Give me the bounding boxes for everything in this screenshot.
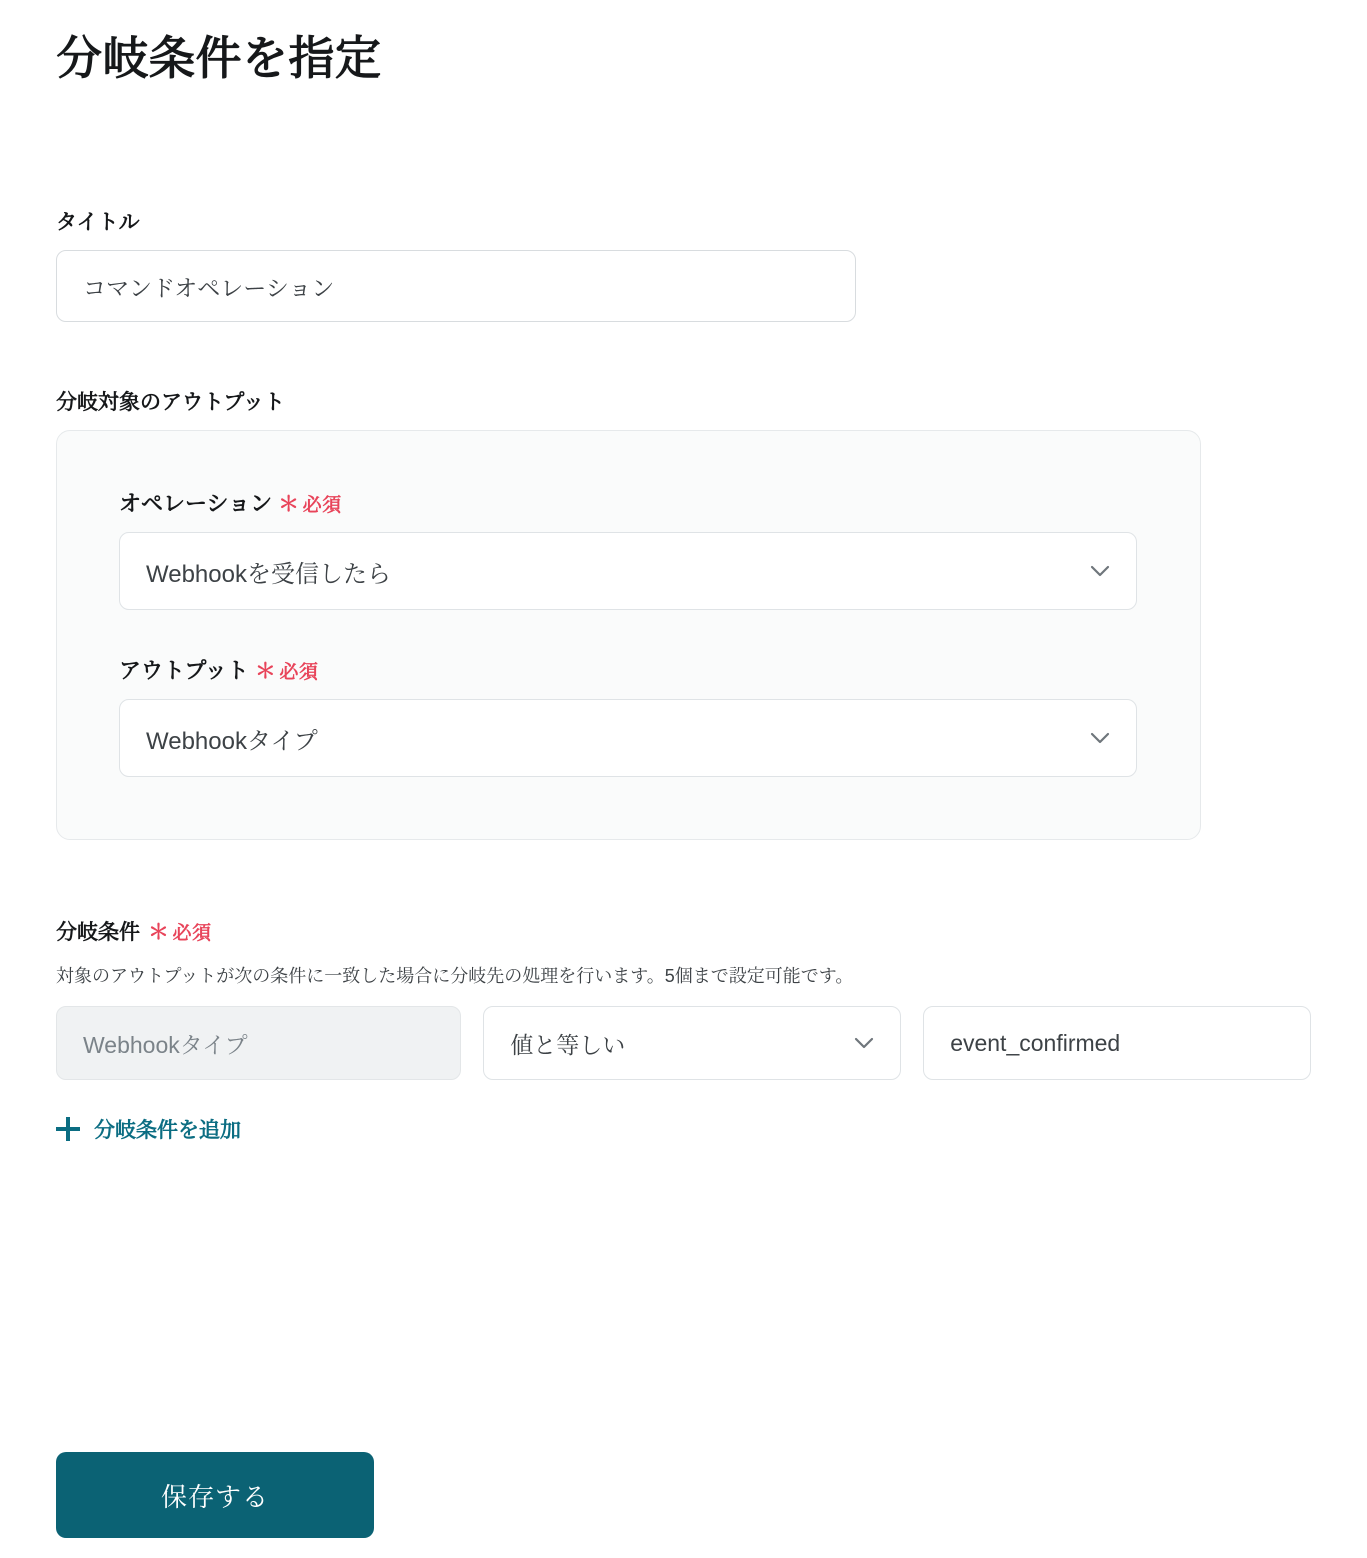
title-label: タイトル	[56, 211, 140, 234]
output-select-wrap	[119, 699, 1137, 777]
condition-required-text: 必須	[172, 923, 212, 944]
condition-field-value: Webhookタイプ	[83, 1031, 248, 1058]
add-condition-label: 分岐条件を追加	[94, 1119, 241, 1142]
page-title: 分岐条件を指定	[56, 32, 382, 84]
output-select-value: Webhookタイプ	[146, 727, 318, 755]
operation-label-row	[119, 487, 1138, 518]
required-star-icon: ＊	[254, 659, 277, 683]
add-condition-button[interactable]	[56, 1114, 241, 1144]
operation-required-badge	[278, 488, 342, 518]
condition-field-readonly	[56, 1006, 461, 1080]
output-label-row	[119, 654, 1138, 685]
operation-select-value: Webhookを受信したら	[146, 560, 391, 588]
operation-select[interactable]	[119, 532, 1137, 610]
plus-icon	[56, 1117, 80, 1141]
condition-label-row	[56, 916, 1311, 946]
required-star-icon: ＊	[148, 921, 170, 944]
operation-required-text: 必須	[302, 494, 342, 516]
output-section	[56, 386, 1311, 840]
output-section-label: 分岐対象のアウトプット	[56, 391, 285, 414]
condition-operator-value: 値と等しい	[510, 1031, 626, 1058]
condition-label: 分岐条件	[56, 921, 140, 944]
condition-row	[56, 1006, 1311, 1080]
required-star-icon: ＊	[278, 492, 300, 516]
title-input[interactable]	[56, 250, 856, 322]
save-button[interactable]: 保存する	[56, 1452, 374, 1538]
output-panel	[56, 430, 1201, 840]
condition-operator-wrap	[483, 1006, 901, 1080]
output-select[interactable]	[119, 699, 1137, 777]
output-label: アウトプット	[119, 658, 249, 683]
title-field-group	[56, 206, 1311, 322]
condition-section	[56, 916, 1311, 1146]
output-required-text: 必須	[279, 661, 319, 683]
condition-description: 対象のアウトプットが次の条件に一致した場合に分岐先の処理を行います。5個まで設定可能です。	[56, 966, 854, 986]
condition-operator-select[interactable]	[483, 1006, 901, 1080]
condition-required-badge	[148, 916, 212, 946]
output-required-badge	[255, 655, 319, 685]
operation-select-wrap	[119, 532, 1137, 610]
condition-value-input[interactable]	[923, 1006, 1311, 1080]
operation-label: オペレーション	[119, 491, 273, 516]
